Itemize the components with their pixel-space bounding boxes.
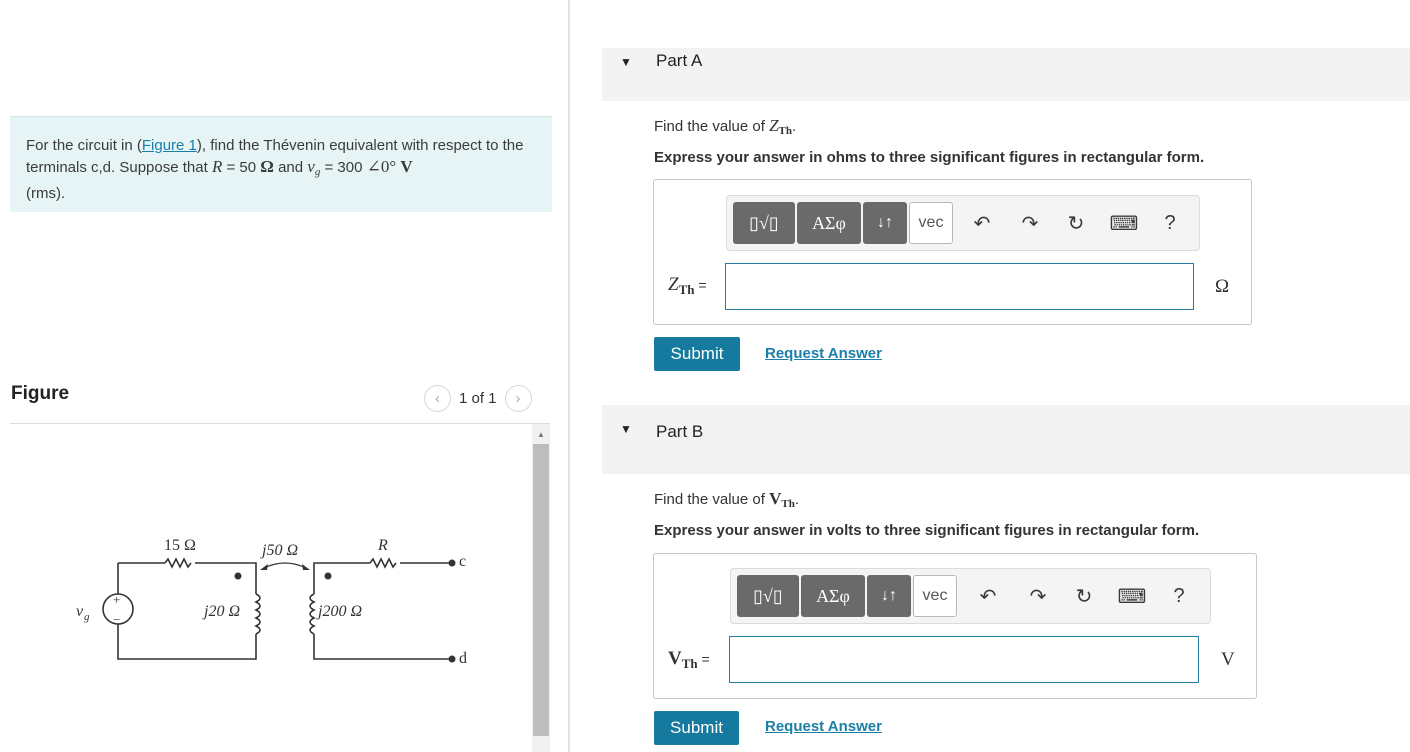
label-equals: = bbox=[694, 277, 707, 293]
r-label: R bbox=[378, 537, 388, 554]
ohm-unit: Ω bbox=[260, 157, 274, 176]
v-th-input[interactable] bbox=[729, 636, 1199, 683]
collapse-triangle-icon[interactable]: ▼ bbox=[620, 422, 632, 436]
label-subscript: Th bbox=[681, 656, 698, 671]
part-b-instructions: Express your answer in volts to three significant figures in rectangular form. bbox=[654, 522, 1200, 539]
question-subscript: Th bbox=[781, 498, 795, 510]
figure-pane bbox=[0, 0, 568, 752]
question-symbol: V bbox=[769, 489, 782, 508]
keyboard-icon[interactable]: ⌨ bbox=[1109, 212, 1139, 235]
part-a-submit-button[interactable]: Submit bbox=[654, 337, 740, 371]
part-b-question bbox=[654, 489, 799, 510]
vector-button[interactable]: vec bbox=[913, 575, 957, 617]
source-label-subscript: g bbox=[84, 611, 90, 623]
templates-icon: ▯√▯ bbox=[753, 585, 783, 606]
ohm-unit: Ω bbox=[1215, 276, 1230, 297]
source-angle: ∠0° bbox=[366, 157, 397, 176]
z-th-input[interactable] bbox=[725, 263, 1194, 310]
reset-icon[interactable]: ↻ bbox=[1067, 212, 1085, 235]
source-subscript: g bbox=[314, 166, 321, 178]
problem-text: ), find the Thévenin equivalent with respect to the terminals c,d. Suppose that bbox=[26, 137, 524, 176]
part-b-answer-box bbox=[653, 553, 1257, 699]
greek-icon: ΑΣφ bbox=[812, 212, 846, 233]
templates-button[interactable] bbox=[737, 575, 799, 617]
label-symbol: Z bbox=[668, 274, 679, 295]
r1-label: 15 Ω bbox=[164, 537, 196, 554]
math-toolbar bbox=[726, 195, 1200, 251]
part-b-header[interactable] bbox=[602, 405, 1410, 474]
keyboard-icon[interactable]: ⌨ bbox=[1117, 585, 1147, 608]
source-plus: + bbox=[113, 592, 121, 607]
part-a-title: Part A bbox=[656, 51, 703, 70]
redo-icon[interactable]: ↷ bbox=[1021, 212, 1039, 235]
greek-symbols-button[interactable] bbox=[797, 202, 861, 244]
greek-icon: ΑΣφ bbox=[816, 585, 850, 606]
figure-page-count: 1 of 1 bbox=[459, 389, 497, 407]
terminal-c-label: c bbox=[459, 553, 467, 570]
resistance-value: = 50 bbox=[222, 159, 261, 176]
label-equals: = bbox=[697, 651, 710, 667]
subscript-button[interactable] bbox=[867, 575, 911, 617]
greek-symbols-button[interactable] bbox=[801, 575, 865, 617]
source-label: v bbox=[76, 603, 84, 620]
scroll-up-arrow-icon[interactable]: ▲ bbox=[537, 429, 545, 439]
scrollbar-thumb[interactable] bbox=[533, 444, 549, 736]
undo-icon[interactable]: ↶ bbox=[979, 585, 997, 608]
help-icon[interactable]: ? bbox=[1173, 584, 1185, 607]
arrows-icon: ↓↑ bbox=[877, 214, 893, 231]
figure-pager bbox=[424, 384, 532, 412]
source-symbol: v bbox=[307, 157, 315, 176]
part-b-title: Part B bbox=[656, 422, 704, 441]
terminal-d-label: d bbox=[459, 650, 467, 667]
question-text: Find the value of bbox=[654, 118, 770, 135]
problem-statement bbox=[10, 116, 552, 212]
collapse-triangle-icon[interactable]: ▼ bbox=[620, 55, 632, 69]
mutual-label: j50 Ω bbox=[262, 542, 299, 559]
reset-icon[interactable]: ↻ bbox=[1075, 585, 1093, 608]
figure-divider bbox=[10, 423, 550, 424]
question-period: . bbox=[792, 118, 797, 135]
answer-label bbox=[668, 648, 710, 672]
resistor-symbol: R bbox=[211, 157, 223, 176]
circuit-diagram bbox=[70, 528, 480, 673]
source-value: = 300 bbox=[320, 159, 367, 176]
part-b-submit-button[interactable]: Submit bbox=[654, 711, 739, 745]
templates-icon: ▯√▯ bbox=[749, 212, 779, 233]
volt-unit: V bbox=[400, 157, 413, 176]
subscript-button[interactable] bbox=[863, 202, 907, 244]
part-a-question bbox=[654, 116, 796, 137]
part-a-request-answer-link[interactable]: Request Answer bbox=[765, 345, 882, 362]
undo-icon[interactable]: ↶ bbox=[973, 212, 991, 235]
figure-link[interactable]: Figure 1 bbox=[141, 137, 197, 154]
l2-label: j200 Ω bbox=[318, 603, 363, 620]
question-symbol: Z bbox=[769, 116, 779, 135]
label-symbol: V bbox=[668, 648, 682, 669]
help-icon[interactable]: ? bbox=[1164, 211, 1176, 234]
part-b-request-answer-link[interactable]: Request Answer bbox=[765, 718, 882, 735]
problem-text: For the circuit in ( bbox=[26, 137, 142, 154]
rms-note: (rms). bbox=[26, 185, 66, 202]
problem-text: and bbox=[273, 159, 308, 176]
part-a-header[interactable] bbox=[602, 48, 1410, 101]
question-subscript: Th bbox=[778, 125, 793, 137]
part-a-answer-box bbox=[653, 179, 1252, 325]
arrows-icon: ↓↑ bbox=[881, 587, 897, 604]
prev-figure-button[interactable]: ‹ bbox=[424, 385, 451, 412]
figure-title: Figure bbox=[11, 383, 70, 404]
next-figure-button[interactable]: › bbox=[505, 385, 532, 412]
redo-icon[interactable]: ↷ bbox=[1029, 585, 1047, 608]
l1-label: j20 Ω bbox=[204, 603, 241, 620]
templates-button[interactable] bbox=[733, 202, 795, 244]
vector-button[interactable]: vec bbox=[909, 202, 953, 244]
source-minus: − bbox=[113, 612, 121, 627]
part-a-instructions: Express your answer in ohms to three significant figures in rectangular form. bbox=[654, 149, 1205, 166]
pane-divider[interactable] bbox=[568, 0, 570, 752]
question-period: . bbox=[794, 491, 799, 508]
question-text: Find the value of bbox=[654, 491, 770, 508]
label-subscript: Th bbox=[678, 282, 695, 297]
math-toolbar bbox=[730, 568, 1211, 624]
volt-unit: V bbox=[1221, 649, 1235, 670]
answer-label bbox=[668, 274, 707, 298]
